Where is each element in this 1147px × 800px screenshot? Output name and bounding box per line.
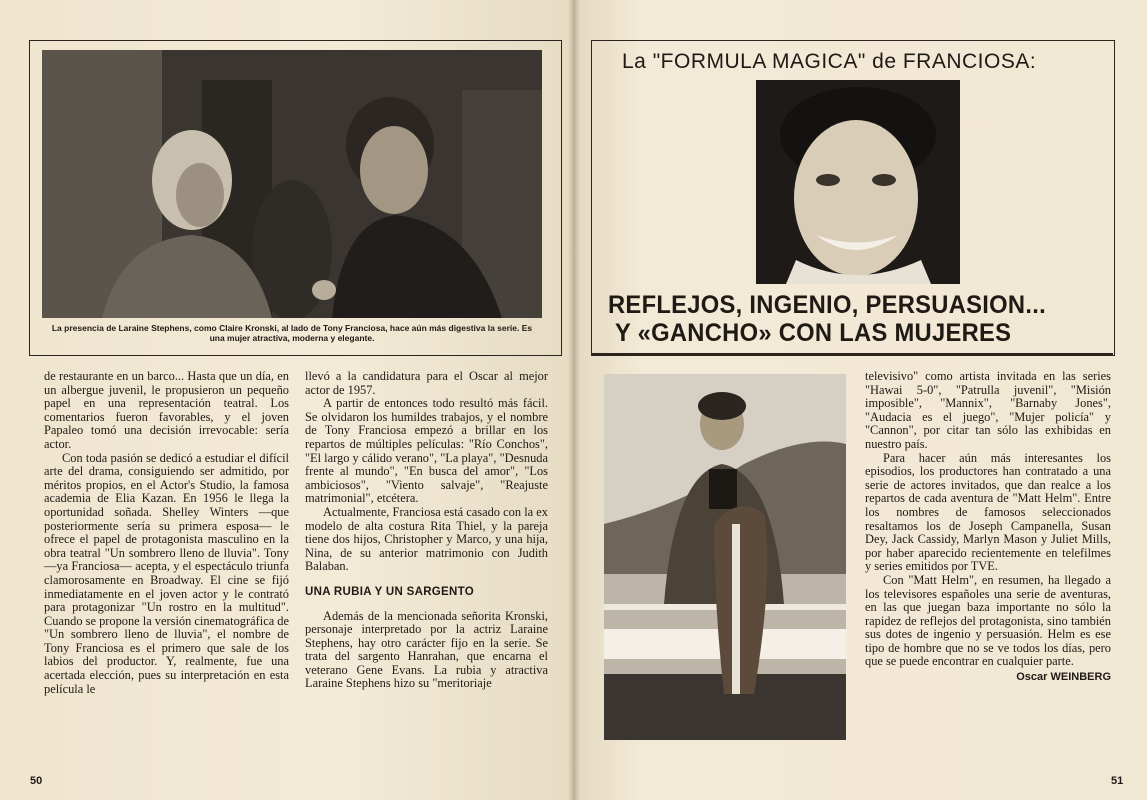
headline-suffix: de FRANCIOSA: [872, 50, 1037, 73]
headline-kicker [622, 50, 1036, 74]
book-spine [568, 0, 580, 800]
paragraph: Además de la mencionada señorita Kronski, personaje interpretado por la actriz Laraine Stephens, hay otro carácter fijo en la serie. Se trata del sargento Hanrahan, que encarna el veterano Gene Evans. La rubia y atractiva Laraine Stephens hizo su "meritoriaje [305, 608, 548, 691]
franciosa-portrait [756, 80, 960, 284]
left-column-1 [44, 370, 289, 696]
page-number-left: 50 [30, 775, 43, 787]
couple-photo-illustration [42, 50, 542, 318]
headline-line-1: REFLEJOS, INGENIO, PERSUASION... [608, 291, 1047, 319]
paragraph: Con toda pasión se dedicó a estudiar el difícil arte del drama, consiguiendo ser admitido, por méritos propios, en el Actor's Studio, la famosa academia de Elia Kazan. En 1956 le llega la oportunidad soñada. Shelley Winters —que posteriormente sería su primera esposa— le ofrece el papel de protagonista masculino en la obra teatral "Un sombrero lleno de lluvia". Tony —ya Franciosa— acepta, y el espectáculo triunfa clamorosamente en Broadway. El cine se fijó inmediatamente en el joven actor y le contrató para protagonizar "Un rostro en la multitud". Cuando se propone la versión cinematográfica de "Un sombrero lleno de lluvia", el nombre de Tony Franciosa es el primero que sale de los labios del productor. Y, realmente, fue una acertada elección, pues su interpretación en esta película le [44, 450, 289, 696]
horse-rider-photo [604, 374, 846, 740]
right-column [865, 370, 1111, 685]
couple-photo [42, 50, 542, 318]
page-number-right: 51 [1111, 775, 1124, 787]
paragraph: televisivo" como artista invitada en las series "Hawai 5-0", "Patrulla juvenil", "Misión imposible", "Mannix", "Barnaby Jones", "Audacia es el juego", "Mujer policía" y "Cannon", por citar tan sólo las exhibidas en nuestro país. [865, 369, 1111, 451]
paragraph: de restaurante en un barco... Hasta que un día, en un albergue juvenil, le propusieron un pequeño papel en una representación teatral. Los comentarios fueron favorables, y el joven Papaleo tomó una decisión irrevocable: sería actor. [44, 369, 289, 451]
paragraph: Para hacer aún más interesantes los episodios, los productores han contratado a una serie de actores invitados, que dan realce a los repartos de cada aventura de "Matt Helm". Entre los nombres de famosos seleccionados resaltamos los de Joseph Campanella, Susan Dey, Jack Cassidy, Marlyn Mason y Juliet Mills, por haber aparecido recientemente en telefilmes y series emitidos por TVE. [865, 450, 1111, 574]
section-subheading: UNA RUBIA Y UN SARGENTO [305, 585, 474, 598]
headline-prefix: La [622, 50, 647, 73]
headline-quote: "FORMULA MAGICA" [652, 50, 866, 73]
author-signature: Oscar WEINBERG [1016, 671, 1111, 684]
photo-caption: La presencia de Laraine Stephens, como Claire Kronski, al lado de Tony Franciosa, hace aún más digestiva la serie. Es una mujer atractiva, moderna y elegante. [51, 323, 533, 343]
paragraph: llevó a la candidatura para el Oscar al mejor actor de 1957. [305, 369, 548, 397]
headline-line-2: Y «GANCHO» CON LAS MUJERES [615, 319, 1012, 347]
paragraph: Actualmente, Franciosa está casado con la ex modelo de alta costura Rita Thiel, y la pareja tiene dos hijos, Christopher y Marco, y una hija, Nina, de su anterior matrimonio con Judith Balaban. [305, 504, 548, 574]
left-column-2 [305, 370, 548, 691]
headline-rule [591, 353, 1113, 356]
portrait-illustration [756, 80, 960, 284]
horse-rider-illustration [604, 374, 846, 740]
paragraph: Con "Matt Helm", en resumen, ha llegado a los televisores españoles una serie de aventuras, en las que juegan baza importante no sólo la rapidez de reflejos del protagonista, sino también sus dotes de ingenio y persuasión. Helm es ese tipo de hombre que no se ve todos los días, pero que se puede encontrar en cualquier parte. [865, 572, 1111, 669]
paragraph: A partir de entonces todo resultó más fácil. Se olvidaron los humildes trabajos, y el nombre de Tony Franciosa empezó a brillar en los repartos de múltiples películas: "Río Conchos", "El largo y cálido verano", "La playa", "Desnuda frente al mundo", "En busca del amor", "Los ambiciosos", "Viento salvaje", "Reajuste matrimonial", etcétera. [305, 396, 548, 506]
